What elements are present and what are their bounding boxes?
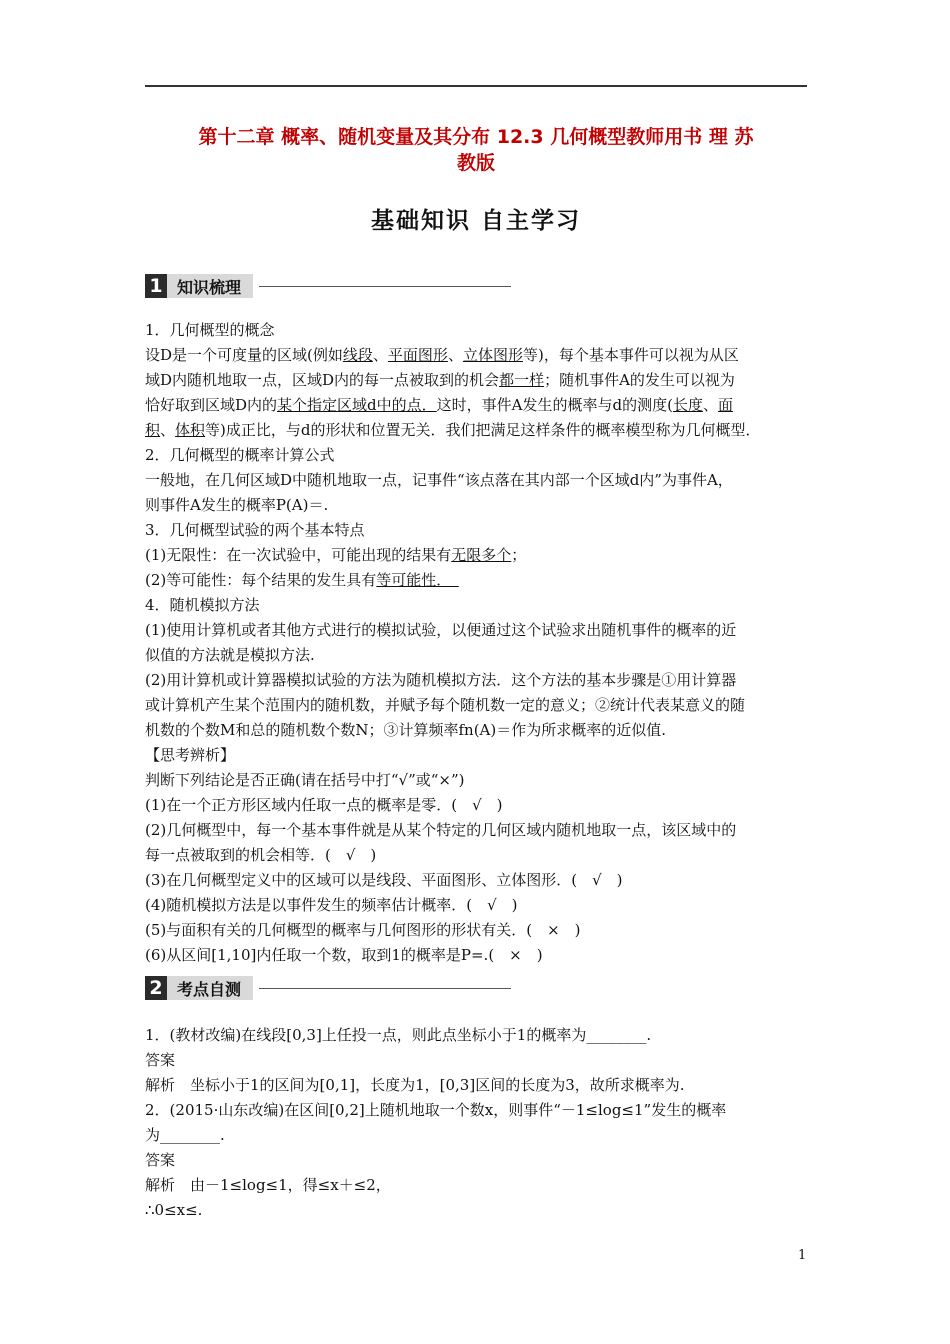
text-line [145,818,809,843]
text-segment: 每一点被取到的机会相等．( √ ) [145,846,377,864]
text-line [145,793,809,818]
text-line [145,518,809,543]
text-segment: 、 [447,346,463,364]
text-line [145,343,809,368]
text-segment: 、 [702,396,718,414]
text-line [145,768,809,793]
text-line [145,1123,809,1148]
banner-knowledge [145,274,511,298]
text-line [145,593,809,618]
self-test-section-body [145,1023,809,1223]
text-line [145,443,809,468]
text-segment: 、 [372,346,388,364]
text-line [145,468,809,493]
text-segment: ； [511,546,527,564]
underlined-answer: 某个指定区域d中的点． [277,396,437,414]
header-rule [145,85,807,87]
text-line [145,493,809,518]
underlined-answer: 等可能性． [376,571,459,589]
document-title [145,124,807,176]
text-segment: (6)从区间[1,10]内任取一个数，取到1的概率是P=.( × ) [145,946,543,964]
underlined-answer: 都一样 [499,371,545,389]
text-segment: 答案 [145,1051,176,1069]
underlined-answer: 长度 [672,396,703,414]
text-segment: (5)与面积有关的几何概型的概率与几何图形的形状有关．( × ) [145,921,581,939]
text-line [145,418,809,443]
underlined-answer: 无限多个 [451,546,512,564]
text-line [145,318,809,343]
underlined-answer: 积 [145,421,161,439]
text-segment: (1)无限性：在一次试验中，可能出现的结果有 [145,546,452,564]
banner-rule [259,286,511,287]
banner-number: 2 [145,976,167,1000]
text-line [145,368,809,393]
text-segment: 、 [160,421,176,439]
text-line [145,743,809,768]
text-line [145,1148,809,1173]
text-line [145,1023,809,1048]
text-segment: (2)用计算机或计算器模拟试验的方法为随机模拟方法．这个方法的基本步骤是①用计算器 [145,671,737,689]
text-segment: 一般地，在几何区域D中随机地取一点，记事件“该点落在其内部一个区域d内”为事件A， [145,471,733,489]
text-segment: (2)等可能性：每个结果的发生具有 [145,571,377,589]
text-segment: 则事件A发生的概率P(A)＝. [145,496,329,514]
text-segment: 等)，每个基本事件可以视为从区 [522,346,739,364]
text-segment: 答案 [145,1151,176,1169]
text-segment: (1)在一个正方形区域内任取一点的概率是零．( √ ) [145,796,503,814]
text-segment: 2．(2015·山东改编)在区间[0,2]上随机地取一个数x，则事件“－1≤log≤1”发生的概率 [145,1101,727,1119]
text-line [145,943,809,968]
banner-rule [259,988,511,989]
text-segment: 1．(教材改编)在线段[0,3]上任投一点，则此点坐标小于1的概率为________. [145,1026,652,1044]
text-line [145,543,809,568]
knowledge-section-body [145,318,809,968]
text-line [145,868,809,893]
text-segment: 2．几何概型的概率计算公式 [145,446,335,464]
text-line [145,718,809,743]
text-line [145,693,809,718]
text-segment: ∴0≤x≤. [145,1201,203,1219]
text-segment: 这时，事件A发生的概率与d的测度( [436,396,673,414]
text-segment: (3)在几何概型定义中的区域可以是线段、平面图形、立体图形．( √ ) [145,871,623,889]
banner-label: 知识梳理 [167,274,253,298]
text-line [145,1073,809,1098]
underlined-answer: 平面图形 [387,346,448,364]
text-segment: 3．几何概型试验的两个基本特点 [145,521,365,539]
underlined-answer: 立体图形 [462,346,523,364]
text-segment: (2)几何概型中，每一个基本事件就是从某个特定的几何区域内随机地取一点，该区域中的 [145,821,737,839]
text-segment: 等)成正比，与d的形状和位置无关．我们把满足这样条件的概率模型称为几何概型． [205,421,761,439]
underlined-answer: 体积 [175,421,206,439]
text-segment: 解析 由－1≤log≤1，得≤x＋≤2， [145,1176,391,1194]
text-line [145,568,809,593]
text-segment: 设D是一个可度量的区域(例如 [145,346,343,364]
text-line [145,1173,809,1198]
title-line-2: 教版 [456,152,495,174]
text-segment: 判断下列结论是否正确(请在括号中打“√”或“×”) [145,771,465,789]
text-line [145,643,809,668]
text-line [145,393,809,418]
text-segment: 或计算机产生某个范围内的随机数，并赋予每个随机数一定的意义；②统计代表某意义的随 [145,696,746,714]
title-line-1: 第十二章 概率、随机变量及其分布 12.3 几何概型教师用书 理 苏 [198,126,754,148]
banner-number: 1 [145,274,167,298]
text-line [145,668,809,693]
text-segment: 1．几何概型的概念 [145,321,275,339]
banner-self-test [145,976,511,1000]
text-segment: 机数的个数M和总的随机数个数N；③计算频率fn(A)＝作为所求概率的近似值. [145,721,667,739]
section-title: 基础知识 自主学习 [370,208,581,234]
text-line [145,893,809,918]
text-segment: (4)随机模拟方法是以事件发生的频率估计概率．( √ ) [145,896,518,914]
underlined-answer: 面 [717,396,733,414]
underlined-answer: 线段 [342,346,373,364]
text-segment: 域D内随机地取一点，区域D内的每一点被取到的机会 [145,371,500,389]
banner-label: 考点自测 [167,976,253,1000]
text-line [145,1048,809,1073]
text-line [145,1098,809,1123]
text-segment: 恰好取到区域D内的 [145,396,278,414]
text-segment: 4．随机模拟方法 [145,596,260,614]
page-number: 1 [798,1248,807,1263]
text-segment: (1)使用计算机或者其他方式进行的模拟试验，以便通过这个试验求出随机事件的概率的近 [145,621,737,639]
text-line [145,843,809,868]
text-segment: 似值的方法就是模拟方法. [145,646,315,664]
text-segment: 为________. [145,1126,225,1144]
text-line [145,618,809,643]
text-line [145,918,809,943]
text-segment: 【思考辨析】 [145,746,236,764]
text-segment: 解析 坐标小于1的区间为[0,1]，长度为1，[0,3]区间的长度为3，故所求概率为. [145,1076,685,1094]
text-segment: ；随机事件A的发生可以视为 [544,371,735,389]
text-line [145,1198,809,1223]
